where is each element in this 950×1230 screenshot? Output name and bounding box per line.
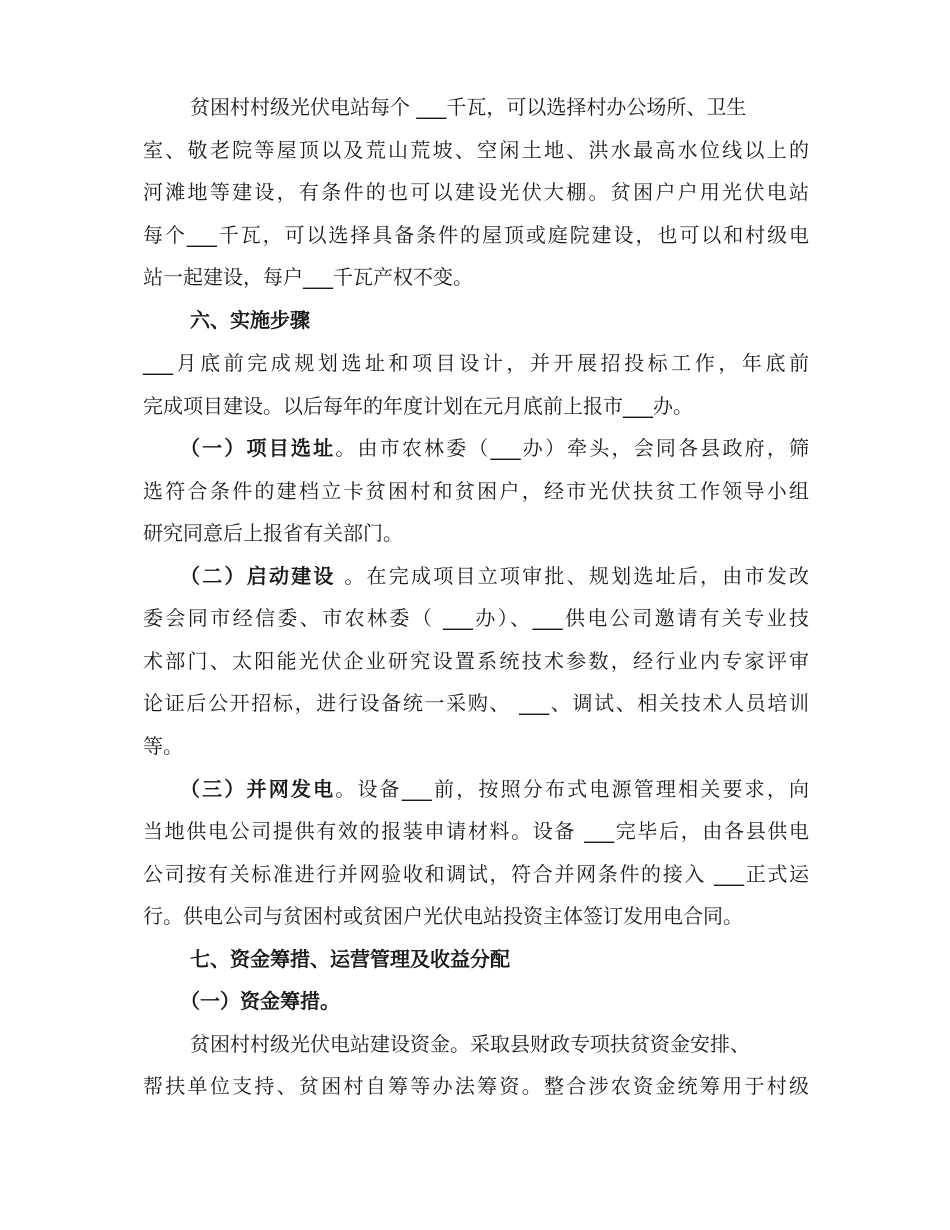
paragraph-line: 公司按有关标准进行并网验收和调试，符合并网条件的接入 ___正式运 <box>143 862 809 886</box>
paragraph-line: 完成项目建设。以后每年的年度计划在元月底前上报市___办。 <box>143 394 693 418</box>
paragraph-line: ___月底前完成规划选址和项目设计，并开展招投标工作，年底前 <box>143 351 809 375</box>
paragraph-line: 行。供电公司与贫困村或贫困户光伏电站投资主体签订发用电合同。 <box>143 904 743 928</box>
paragraph-line: 当地供电公司提供有效的报装申请材料。设备 ___完毕后，由各县供电 <box>143 819 809 843</box>
paragraph-line: 贫困村村级光伏电站每个 ___千瓦，可以选择村办公场所、卫生 <box>190 95 747 119</box>
paragraph-line: 论证后公开招标，进行设备统一采购、 ___、调试、相关技术人员培训 <box>143 691 809 715</box>
subsection-line <box>180 776 809 802</box>
paragraph-line: 河滩地等建设，有条件的也可以建设光伏大棚。贫困户户用光伏电站 <box>143 180 809 204</box>
paragraph-line: 术部门、太阳能光伏企业研究设置系统技术参数，经行业内专家评审 <box>143 649 809 673</box>
paragraph-line: 贫困村村级光伏电站建设资金。采取县财政专项扶贫资金安排、 <box>190 1032 750 1056</box>
subsection-title: （一）资金筹措。 <box>180 989 340 1013</box>
section-heading: 六、实施步骤 <box>190 308 310 332</box>
subsection-line <box>180 563 809 589</box>
subsection-text: 。设备___前，按照分布式电源管理相关要求，向 <box>335 777 810 801</box>
paragraph-line: 委会同市经信委、市农林委（ ___办）、___供电公司邀请有关专业技 <box>143 606 809 630</box>
paragraph-line: 等。 <box>143 734 183 758</box>
paragraph-line: 帮扶单位支持、贫困村自筹等办法筹资。整合涉农资金统筹用于村级 <box>143 1074 809 1098</box>
paragraph-line: 选符合条件的建档立卡贫困村和贫困户，经市光伏扶贫工作领导小组 <box>143 479 809 503</box>
paragraph-line: 站一起建设，每户___千瓦产权不变。 <box>143 265 473 289</box>
section-heading: 七、资金筹措、运营管理及收益分配 <box>190 947 510 971</box>
subsection-text: 。在完成项目立项审批、规划选址后，由市发改 <box>335 564 810 588</box>
subsection-text: 。由市农林委（___办）牵头，会同各县政府，筛 <box>335 436 810 460</box>
paragraph-line: 每个___千瓦，可以选择具备条件的屋顶或庭院建设，也可以和村级电 <box>143 223 809 247</box>
subsection-line <box>180 435 809 461</box>
subsection-title: （二）启动建设 <box>180 564 336 588</box>
subsection-title: （一）项目选址 <box>180 436 336 460</box>
paragraph-line: 研究同意后上报省有关部门。 <box>143 521 403 545</box>
paragraph-line: 室、敬老院等屋顶以及荒山荒坡、空闲土地、洪水最高水位线以上的 <box>143 138 809 162</box>
subsection-title: （三）并网发电 <box>180 777 336 801</box>
